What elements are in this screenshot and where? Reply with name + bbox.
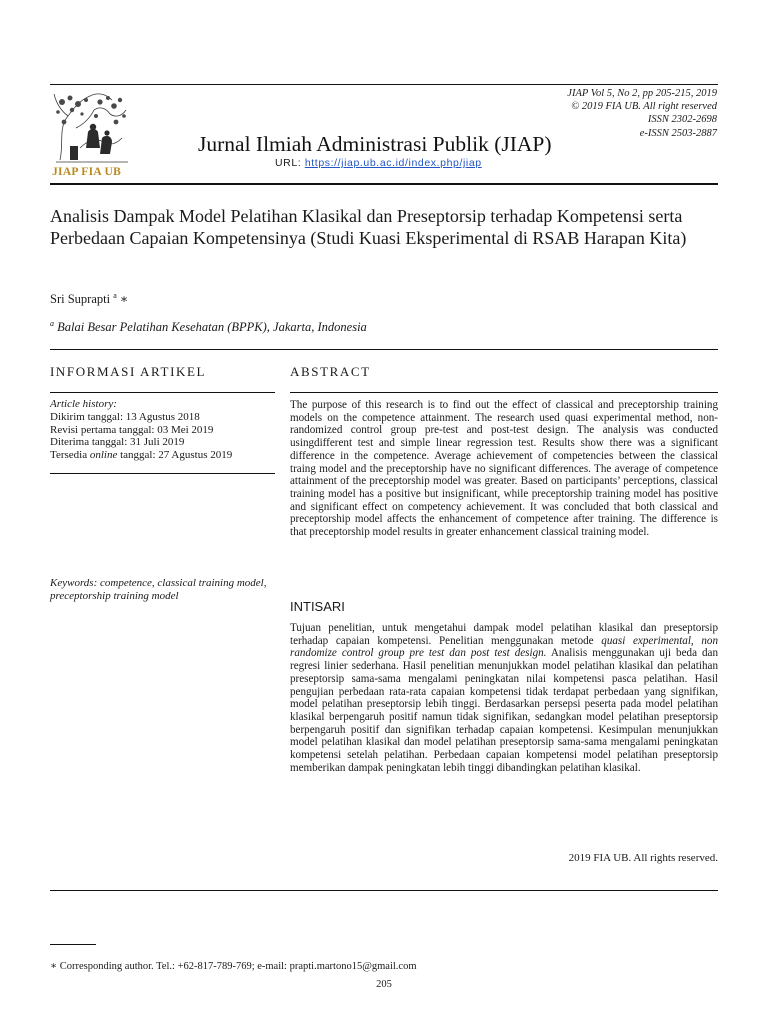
journal-url-link[interactable]: https://jiap.ub.ac.id/index.php/jiap xyxy=(304,157,482,169)
intisari-part1: Tujuan penelitian, untuk mengetahui dampak model pelatihan klasikal dan preseptorsip terhadap capaian kompetensi. Penelitian menggunakan metode xyxy=(290,622,718,647)
info-heading-rule xyxy=(50,392,275,393)
meta-eissn: e-ISSN 2503-2887 xyxy=(639,127,717,139)
intisari-part3: Analisis menggunakan uji beda dan regresi linier sederhana. Hasil penelitian menunjukkan model pelatihan klasikal dan pelatihan preseptorsip sama-sama mengalami peningkatan nilai kompetensi pasca pelatihan. Hasil pengujian perbedaan rata-rata capaian kompetensi tidak terdapat perbedaan yang signifikan, model pelatihan preseptorsip lebih tinggi. Berdasarkan persepsi peserta pada model pelatihan klasikal berpengaruh positif namun tidak signifikan, sedangkan model pelatihan preseptorsip berpengaruh positif dan signifikan terhadap capaian kompetensi. Kesimpulan menunjukkan model pelatihan klasikal dan model pelatihan preseptorsip sama-sama mengalami peningkatan kompetensi setelah pelatihan. Perbedaan capaian kompetensi model pelatihan preseptorsip memberikan dampak peningkatan lebih tinggi dibandingkan pelatihan klasikal. xyxy=(290,647,718,774)
article-history xyxy=(50,398,270,462)
meta-issn: ISSN 2302-2698 xyxy=(647,114,717,126)
author-corresponding-mark: ∗ xyxy=(116,292,129,307)
logo-illustration xyxy=(50,88,132,168)
footnote-rule xyxy=(50,944,96,945)
published-online: online xyxy=(89,449,118,462)
header-bottom-rule xyxy=(50,183,718,185)
history-submitted: Dikirim tanggal: 13 Agustus 2018 xyxy=(50,410,200,423)
intisari-heading: INTISARI xyxy=(290,599,345,614)
header-top-rule xyxy=(50,84,718,85)
meta-volume: JIAP Vol 5, No 2, pp 205-215, 2019 xyxy=(567,88,717,99)
article-title: Analisis Dampak Model Pelatihan Klasikal dan Preseptorsip terhadap Kompetensi serta Perbedaan Capaian Kompetensinya (Studi Kuasi Eksperimental di RSAB Harapan Kita) xyxy=(50,206,687,248)
history-rule xyxy=(50,473,275,474)
author-line xyxy=(50,291,128,307)
history-accepted: Diterima tanggal: 31 Juli 2019 xyxy=(50,436,185,449)
affiliation-line xyxy=(50,319,367,335)
author-affil-mark: a xyxy=(113,291,117,300)
history-label: Article history: xyxy=(50,398,117,410)
keywords: Keywords: competence, classical training model, preceptorship training model xyxy=(50,577,267,602)
author-name: Sri Suprapti xyxy=(50,292,114,307)
abstract-body: The purpose of this research is to find out the effect of classical and preceptorship training models on the competence attainment. The research used quasi experimental method, non-randomized control group pre-test and post-test design. The analysis was conducted usingdifferent test and simple linear regression test. Results show there was a significant difference in the competence. Average achievement of competencies between the classical traing model and the preceptorship have no significant differences. The average of competence attainment of the preceptorship model was greater. Based on participants’ perceptions, classical training model has a positive but insignificant, while preceptorship training model has positive and significant effect on competency achievement. It was concluded that both classical and preceptorship model affects the enhancement of competence after training. The difference is that preceptorship model results in greater enhancement classical training model. xyxy=(290,399,718,539)
history-revised: Revisi pertama tanggal: 03 Mei 2019 xyxy=(50,423,214,436)
url-label: URL: xyxy=(275,157,305,169)
page-number: 205 xyxy=(376,979,392,990)
meta-copyright: © 2019 FIA UB. All right reserved xyxy=(571,101,717,113)
intisari-body xyxy=(290,622,718,774)
info-heading: INFORMASI ARTIKEL xyxy=(50,364,207,379)
affiliation-mark: a xyxy=(50,319,54,328)
abstract-heading: ABSTRACT xyxy=(290,364,371,379)
intisari-design: quasi experimental, non randomize control group pre test dan post test design. xyxy=(290,634,718,660)
journal-url-line xyxy=(275,157,482,169)
rights-statement: 2019 FIA UB. All rights reserved. xyxy=(568,852,718,864)
journal-meta xyxy=(567,87,717,140)
abstract-heading-rule xyxy=(290,392,718,393)
published-suffix: tanggal: 27 Agustus 2019 xyxy=(117,449,233,462)
section-top-rule xyxy=(50,349,718,350)
published-prefix: Tersedia xyxy=(50,449,90,462)
logo-caption: JIAP FIA UB xyxy=(52,166,122,178)
affiliation-text: Balai Besar Pelatihan Kesehatan (BPPK), Jakarta, Indonesia xyxy=(54,320,367,335)
section-bottom-rule xyxy=(50,890,718,891)
corresponding-footnote: ∗ Corresponding author. Tel.: +62-817-789-769; e-mail: prapti.martono15@gmail.com xyxy=(50,961,417,972)
history-published xyxy=(50,449,270,462)
journal-title: Jurnal Ilmiah Administrasi Publik (JIAP) xyxy=(198,132,552,156)
